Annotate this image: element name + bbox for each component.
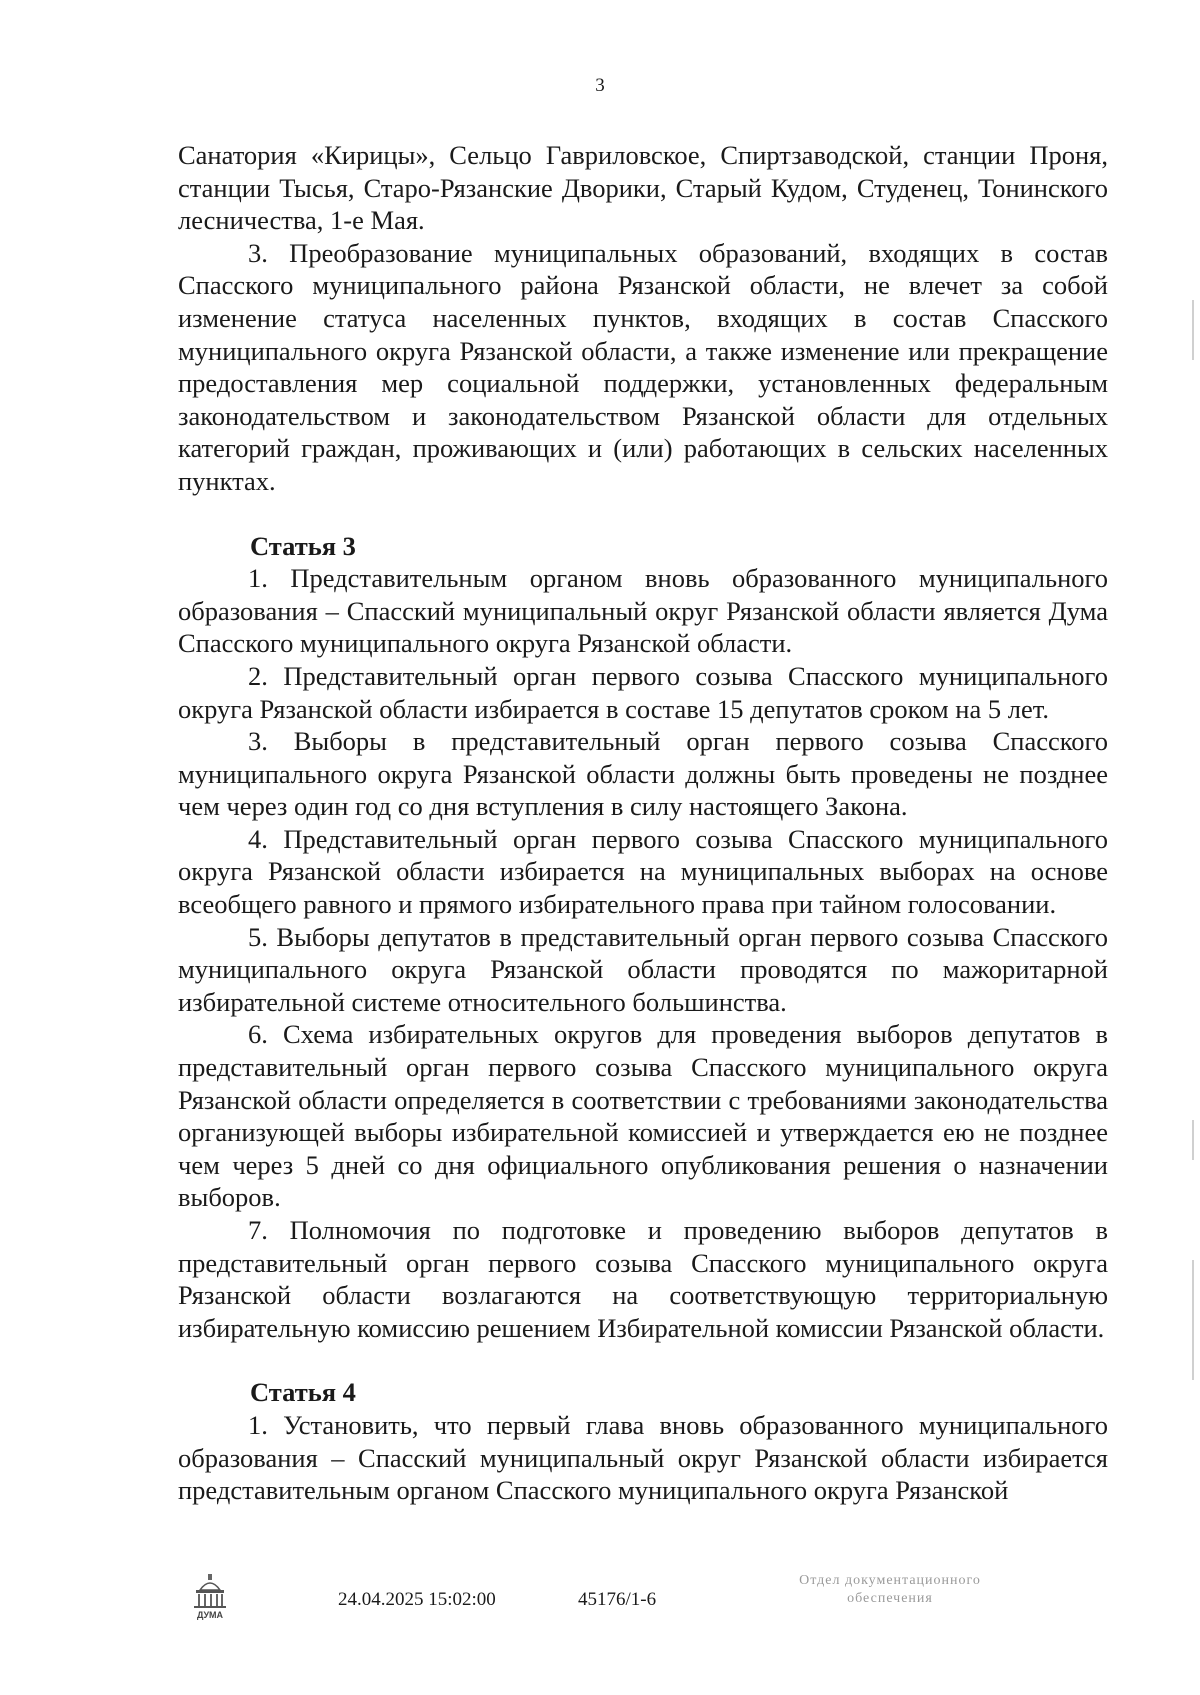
department-stamp [740, 1572, 1040, 1608]
article-4-paragraph: 1. Установить, что первый глава вновь образованного муниципального образования – Спасский муниципальный округ Рязанской области избирается представительным органом Спасского муниципального округа Рязанской [178, 1409, 1108, 1506]
scan-margin-mark [1192, 1260, 1194, 1380]
logo-text: ДУМА [196, 1610, 224, 1620]
article-3-paragraph: 3. Выборы в представительный орган первого созыва Спасского муниципального округа Рязанской области должны быть проведены не позднее чем через один год со дня вступления в силу настоящего Закона. [178, 726, 1108, 822]
page-footer [0, 1560, 1200, 1640]
footer-registration-number: 45176/1-6 [578, 1589, 657, 1610]
article-3-paragraph: 2. Представительный орган первого созыва Спасского муниципального округа Рязанской области избирается в составе 15 депутатов сроком на 5 лет. [178, 660, 1108, 724]
stamp-line-1: Отдел документационного [799, 1573, 981, 1588]
stamp-line-2: обеспечения [847, 1591, 933, 1606]
page-number: 3 [595, 75, 605, 96]
paragraph-intro-2: 3. Преобразование муниципальных образований, входящих в состав Спасского муниципального района Рязанской области, не влечет за собой изменение статуса населенных пунктов, входящих в состав Спасского муниципального округа Рязанской области, а также изменение или прекращение предоставления мер социальной поддержки, установленных федеральным законодательством и законодательством Рязанской области для отдельных категорий граждан, проживающих и (или) работающих в сельских населенных пунктах. [178, 237, 1108, 496]
footer-datetime: 24.04.2025 15:02:00 [338, 1589, 496, 1610]
scan-margin-mark [1192, 300, 1194, 360]
article-3-paragraph: 6. Схема избирательных округов для проведения выборов депутатов в представительный орган первого созыва Спасского муниципального округа Рязанской области определяется в соответствии с требованиями законодательства организующей выборы избирательной комиссией и утверждается ею не позднее чем через 5 дней со дня официального опубликования решения о назначении выборов. [178, 1019, 1108, 1213]
article-3-paragraph: 7. Полномочия по подготовке и проведению выборов депутатов в представительный орган первого созыва Спасского муниципального округа Рязанской области возлагаются на соответствующую территориальную избирательную комиссию решением Избирательной комиссии Рязанской области. [178, 1215, 1108, 1343]
document-body [178, 139, 1108, 1507]
paragraph-intro-1: Санатория «Кирицы», Сельцо Гавриловское, Спиртзаводской, станции Проня, станции Тысья, Старо-Рязанские Дворики, Старый Кудом, Студенец, Тонинского лесничества, 1-е Мая. [178, 140, 1108, 236]
article-3-paragraph: 5. Выборы депутатов в представительный орган первого созыва Спасского муниципального округа Рязанской области проводятся по мажоритарной избирательной системе относительного большинства. [178, 921, 1108, 1017]
scan-margin-mark [1192, 1120, 1194, 1160]
article-3-paragraph: 1. Представительным органом вновь образованного муниципального образования – Спасский муниципальный округ Рязанской области является Дума Спасского муниципального округа Рязанской области. [178, 563, 1108, 659]
article-3-title: Статья 3 [250, 530, 356, 561]
duma-building-logo-icon [188, 1572, 232, 1620]
article-3-paragraph: 4. Представительный орган первого созыва Спасского муниципального округа Рязанской области избирается на муниципальных выборах на основе всеобщего равного и прямого избирательного права при тайном голосовании. [178, 823, 1108, 920]
article-4-title: Статья 4 [250, 1377, 356, 1408]
